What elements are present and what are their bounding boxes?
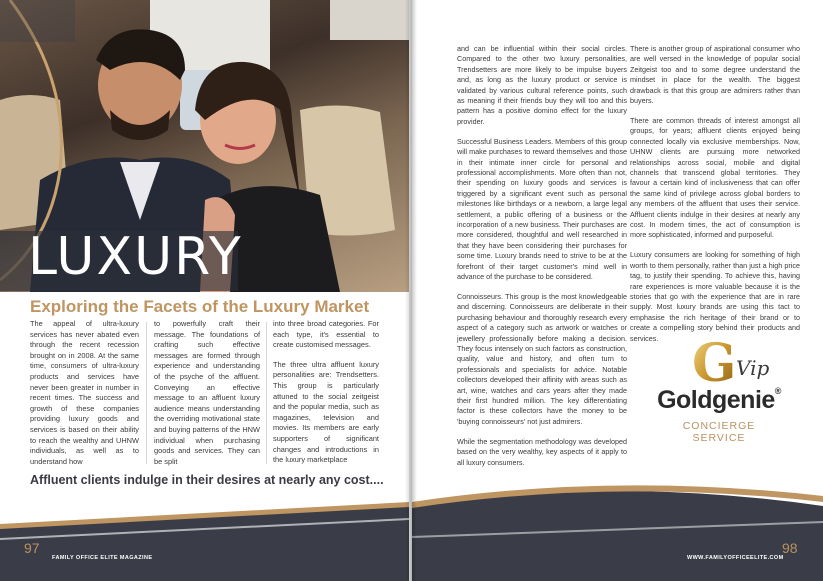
paragraph: There is another group of aspirational consumer who are well versed in the knowledge of popular social Zeitgeist too and to some degree understand the mindset in place for the wealth. The biggest drawback is that this group are admirers rather than buyers. <box>630 44 800 106</box>
column-divider <box>266 322 267 464</box>
right-page <box>412 0 823 581</box>
paragraph: There are common threads of interest amongst all groups, for years; affluent clients enjoyed being connected locally via exclusive memberships. Now, UHNW clients are pursuing more networked relationships across social, mobile and digital channels that transcend global territories. They favour a certain kind of inclusiveness that can offer the same kind of privilege across global borders to any members of the affluent that uses their service. Affluent clients indulge in their desires at nearly any cost. In modern times, the act of consumption is more sophisticated, informed and purposeful. <box>630 115 800 240</box>
goldgenie-monogram-icon <box>644 335 794 390</box>
goldgenie-logo <box>644 335 794 450</box>
magazine-name: FAMILY OFFICE ELITE MAGAZINE <box>52 555 153 561</box>
logo-subtitle-1: CONCIERGE <box>682 420 756 432</box>
registered-mark: ® <box>774 386 781 396</box>
website: WWW.FAMILYOFFICEELITE.COM <box>687 555 784 561</box>
left-column-1 <box>30 319 139 476</box>
paragraph: Successful Business Leaders. Members of this group will make purchases to reward themselves and those in their intimate inner circle for personal and professional accomplishments. More often than not, their spending on luxury goods and services is triggered by a significant event such as personal milestones like birthdays or a newborn, a large legal settlement, a public offering of a business or the incorporation of a new business. Their purchases are more considered, thoughtful and well researched in that they have been considering their purchases for some time. Luxury brands need to strive to be at the forefront of their target customer's mind well in advance of the purchase to be considered. <box>457 136 627 282</box>
paragraph: The appeal of ultra-luxury services has never abated even through the recent recession brought on in 2008. At the same time, consumers of ultra-luxury products and services have never been greater in number in recent times. The success and growth of these companies providing luxury goods and services is based on their ability to reach the wealthy and UHNW individuals, as well as to understand how <box>30 319 139 466</box>
paragraph: While the segmentation methodology was developed based on the very wealthy, key aspects of it apply to all luxury consumers. <box>457 436 627 467</box>
logo-monogram: G <box>692 335 737 390</box>
paragraph: into three broad categories. For each type, it's essential to create customised messages. <box>273 319 379 350</box>
logo-subtitle-2: SERVICE <box>692 432 746 444</box>
logo-script: Vip <box>736 356 770 380</box>
pull-quote: Affluent clients indulge in their desires at nearly any cost.... <box>30 473 384 487</box>
right-column-1 <box>457 44 627 477</box>
paragraph: The three ultra affluent luxury personalities are: Trendsetters. This group is particularly attuned to the social zeitgeist and the popular media, such as magazines, television and movies. Its members are early supporters of significant changes and introductions in the luxury marketplace <box>273 359 379 465</box>
page-number: 98 <box>782 540 798 556</box>
footer-wave <box>0 466 409 581</box>
paragraph: and can be influential within their social circles. Compared to the other two luxury personalities, Trendsetters are more likely to be impulse buyers and, as long as the luxury product or service is validated by various cultural reference points, such as meaning if their friends buy they will too and this pattern has a positive domino effect for the luxury provider. <box>457 44 627 126</box>
logo-name <box>644 386 794 415</box>
paragraph: Luxury consumers are looking for something of high worth to them personally, rather than just a high price tag, to justify their spending. To achieve this, having rare experiences is more valuable because it is the stories that go with the experience that are in rare supply. Most luxury brands are using this tact to emphasise the rich heritage of their brand or to create a compelling story behind their products and services. <box>630 250 800 343</box>
paragraph: to powerfully craft their message. The foundations of crafting such effective messages are formed through experience and understanding of the psyche of the affluent. Conveying an effective message to an affluent luxury audience means understanding the overriding motivational state and buying patterns of the HNW individual when purchasing goods and services. They can be split <box>154 319 260 466</box>
left-column-2 <box>154 319 260 476</box>
footer-wave-right <box>412 466 823 581</box>
hero-word: LUXURY <box>28 227 243 287</box>
spine-shadow <box>405 0 417 581</box>
left-column-3 <box>273 319 379 475</box>
article-title: Exploring the Facets of the Luxury Market <box>30 297 370 316</box>
left-page <box>0 0 409 581</box>
column-divider <box>146 322 147 464</box>
paragraph: Connoisseurs. This group is the most knowledgeable and discerning. Connoisseurs are deliberate in their purchasing behaviour and thoroughly research every aspect of a category such as artwork or watches or jewellery professionally before making a decision. They focus intensely on such factors as construction, quality, value and history, and often turn to professionals and specialists for advice. Notable collectors developed their affinity with areas such as art, wine, watches and cars years after they made their first hundred million. The key differentiating factor is these collectors have the money to be 'buying connoisseurs' not just admirers. <box>457 291 627 426</box>
page-number: 97 <box>24 540 40 556</box>
logo-name-text: Goldgenie <box>657 386 775 414</box>
right-column-2 <box>630 44 800 353</box>
